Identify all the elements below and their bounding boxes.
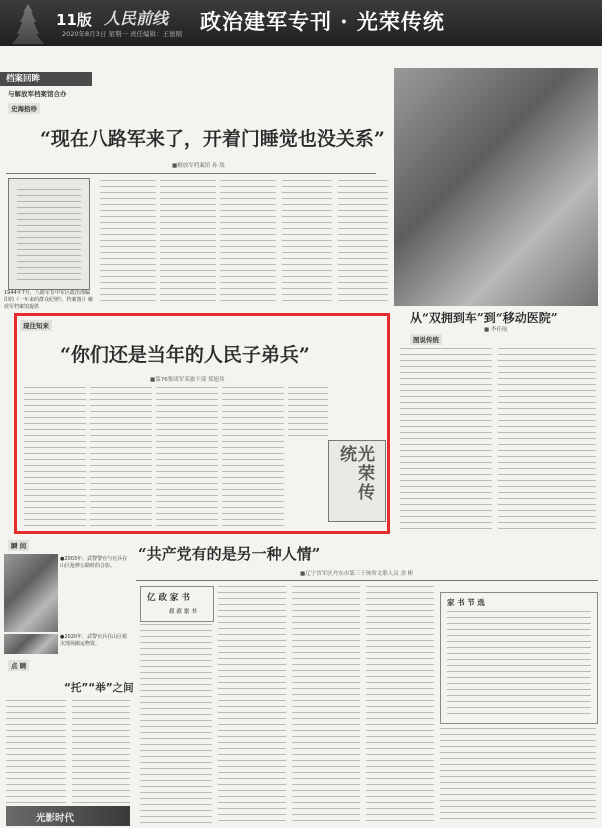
brand-banner xyxy=(6,806,130,826)
date-line: 2020年8月3日 星期一 责任编辑：王德刚 xyxy=(62,30,182,38)
divider xyxy=(6,173,376,174)
letter-excerpt-label: 家 书 节 选 xyxy=(447,598,485,607)
history-tag: 史海拾珍 xyxy=(8,103,40,114)
article1-photo-caption: 1944年7月，八路军晋中军区政治部编印的《一年来的群众纪律》。档案图片 解放军档案馆提供 xyxy=(4,290,94,310)
archive-document-image xyxy=(8,178,90,290)
page-header xyxy=(0,0,602,46)
home-letters-box xyxy=(140,586,214,622)
sidebar-essay-title: “托”“举”之间 xyxy=(64,682,134,694)
divider-2 xyxy=(136,580,598,581)
article1-text-col3 xyxy=(220,180,276,306)
page-number: 11版 xyxy=(56,11,92,29)
column-subtitle: 与解放军档案馆合办 xyxy=(8,90,67,98)
sidebar-photo-2003 xyxy=(4,554,58,632)
sidebar-caption-2003: ●2003年，武警警官与官兵在山区抢修公路时的合影。 xyxy=(60,556,128,569)
sidebar-caption-2020: ●2020年，武警官兵在山区救灾现场搬运物资。 xyxy=(60,634,128,647)
article1-text-col4 xyxy=(282,180,332,306)
article2-text-col1 xyxy=(400,348,492,530)
paper-name: 人民前线 xyxy=(104,9,169,28)
column-label: 档案回眸 xyxy=(0,72,92,86)
article2-text-col2 xyxy=(498,348,596,530)
home-letters-label: 亿 政 家 书 xyxy=(147,593,190,603)
article2-byline: ■ 李佳航 xyxy=(484,327,508,333)
article4-headline: “共产党有的是另一种人情” xyxy=(138,545,321,563)
sidebar-tag-point: 点 睛 xyxy=(8,660,29,671)
article3-tag: 现往知来 xyxy=(20,320,52,331)
calligraphy-seal-text: 光荣传统 xyxy=(336,445,374,502)
letter-excerpt-box xyxy=(440,592,598,724)
sidebar-text-col1 xyxy=(6,700,66,804)
article4-text-col2 xyxy=(218,586,286,824)
article4-byline: ■辽宁省军区丹东市第三干休所文职人员 余 彬 xyxy=(300,571,414,577)
article3-byline: ■第76集团军某旅干部 郑旭伟 xyxy=(150,377,225,383)
medical-team-photo xyxy=(394,68,598,306)
brand-text: 光影时代 xyxy=(36,813,75,824)
article4-text-col3 xyxy=(292,586,360,824)
article1-text-col5 xyxy=(338,180,388,306)
calligraphy-seal-image xyxy=(328,440,386,522)
home-letters-sub: 叔 叔 家 书 xyxy=(169,609,197,615)
article1-byline: ■解放军档案馆 孙 琰 xyxy=(172,163,225,169)
article4-text-col1 xyxy=(140,624,212,824)
article3-text-col5 xyxy=(288,387,328,437)
article3-text-col2 xyxy=(90,387,152,527)
article3-headline: “你们还是当年的人民子弟兵” xyxy=(60,344,310,366)
article1-headline: “现在八路军来了，开着门睡觉也没关系” xyxy=(40,128,385,150)
article2-section-tag: 图说传统 xyxy=(410,334,442,345)
article3-text-col3 xyxy=(156,387,218,527)
article2-headline: 从“双拥到车”到“移动医院” xyxy=(410,311,558,325)
pagoda-logo-icon xyxy=(8,4,48,44)
letter-excerpt-text xyxy=(447,611,591,717)
article1-text-col2 xyxy=(160,180,216,306)
sidebar-photo-2020 xyxy=(4,634,58,654)
sidebar-text-col2 xyxy=(72,700,130,804)
sidebar-tag-moment: 瞬 间 xyxy=(8,540,29,551)
article4-text-col5 xyxy=(440,728,596,824)
article4-text-col4 xyxy=(366,586,434,824)
document-text-lines xyxy=(17,189,81,281)
article3-text-col4 xyxy=(222,387,284,527)
article1-text-col1 xyxy=(100,180,156,306)
section-title: 政治建军专刊 · 光荣传统 xyxy=(200,9,445,34)
article3-text-col1 xyxy=(24,387,86,527)
